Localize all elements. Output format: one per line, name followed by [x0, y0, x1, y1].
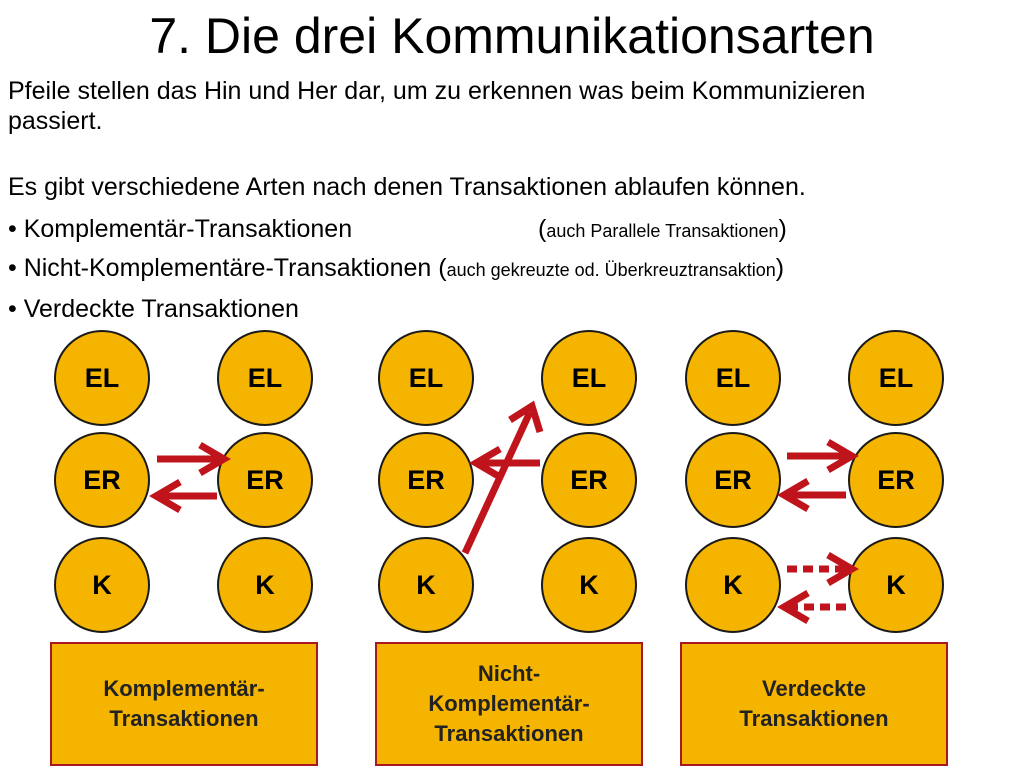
state-el-left-2: EL	[378, 330, 474, 426]
state-er-left-1: ER	[54, 432, 150, 528]
bullet-komplementaer: • Komplementär-Transaktionen	[8, 215, 353, 243]
bullet-verdeckt: • Verdeckte Transaktionen	[8, 295, 299, 323]
state-k-left-3: K	[685, 537, 781, 633]
state-er-left-3: ER	[685, 432, 781, 528]
state-el-right-3: EL	[848, 330, 944, 426]
bullet-nicht-komplementaer: • Nicht-Komplementäre-Transaktionen (auch gekreuzte od. Überkreuztransaktion)	[8, 254, 785, 282]
state-er-right-2: ER	[541, 432, 637, 528]
label-box-verdeckt	[680, 642, 948, 766]
bullet-close: )	[775, 254, 785, 282]
label-line: Transaktionen	[434, 721, 584, 746]
state-k-left-2: K	[378, 537, 474, 633]
label-line: Transaktionen	[109, 706, 259, 731]
label-line: Komplementär-	[103, 676, 265, 701]
state-el-right-2: EL	[541, 330, 637, 426]
state-er-left-2: ER	[378, 432, 474, 528]
state-k-right-2: K	[541, 537, 637, 633]
label-box-nicht-komplementaer	[375, 642, 643, 766]
lead-text: Es gibt verschiedene Arten nach denen Transaktionen ablaufen können.	[8, 173, 806, 201]
state-k-right-3: K	[848, 537, 944, 633]
bullet-note: auch gekreuzte od. Überkreuztransaktion	[446, 260, 776, 280]
state-el-left-1: EL	[54, 330, 150, 426]
arrow-k-to-el	[465, 412, 530, 553]
slide-title: 7. Die drei Kommunikationsarten	[149, 8, 875, 64]
bullet-main: Nicht-Komplementäre-Transaktionen (	[23, 254, 447, 282]
label-line: Nicht-	[477, 661, 541, 686]
bullet-main: Komplementär-Transaktionen	[23, 215, 353, 243]
label-line: Komplementär-	[428, 691, 590, 716]
state-k-left-1: K	[54, 537, 150, 633]
bullet-main: Verdeckte Transaktionen	[23, 295, 299, 323]
state-k-right-1: K	[217, 537, 313, 633]
state-el-left-3: EL	[685, 330, 781, 426]
state-er-right-1: ER	[217, 432, 313, 528]
bullet-komplementaer-note: (auch Parallele Transaktionen)	[538, 215, 787, 243]
label-line: Transaktionen	[739, 706, 889, 731]
label-line: Verdeckte	[762, 676, 866, 701]
bullet-note: auch Parallele Transaktionen	[546, 221, 779, 241]
intro-text: Pfeile stellen das Hin und Her dar, um zu erkennen was beim Kommunizieren passiert.	[8, 77, 866, 135]
state-er-right-3: ER	[848, 432, 944, 528]
label-box-komplementaer	[50, 642, 318, 766]
state-el-right-1: EL	[217, 330, 313, 426]
